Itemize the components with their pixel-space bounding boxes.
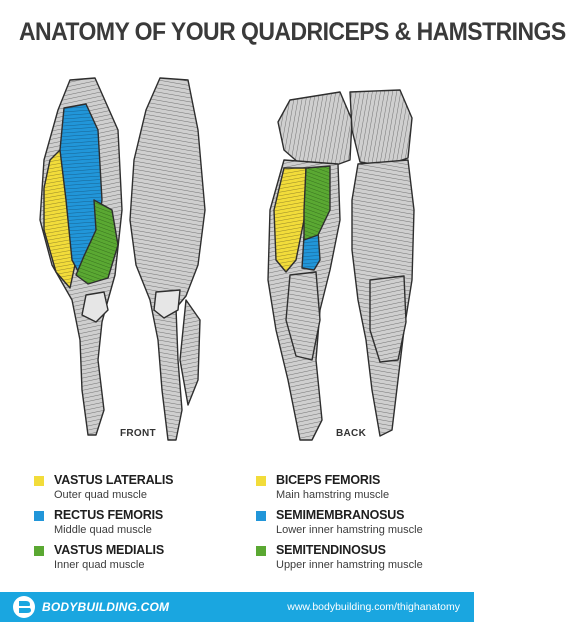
- front-view-label: FRONT: [120, 428, 156, 439]
- brand-name[interactable]: BODYBUILDING.COM: [42, 600, 170, 614]
- front-right-leg: [130, 78, 205, 440]
- legend-desc: Main hamstring muscle: [276, 489, 390, 501]
- footer-url-link[interactable]: www.bodybuilding.com/thighanatomy: [287, 601, 460, 613]
- legend: [0, 474, 474, 594]
- legend-item-vastus-lateralis: [34, 474, 254, 506]
- back-glutes: [278, 90, 412, 168]
- legend-name: BICEPS FEMORIS: [276, 473, 381, 487]
- page-title: ANATOMY OF YOUR QUADRICEPS & HAMSTRINGS: [18, 18, 566, 46]
- legend-name: VASTUS MEDIALIS: [54, 543, 164, 557]
- legend-desc: Outer quad muscle: [54, 489, 147, 501]
- legend-item-semitendinosus: [256, 544, 476, 576]
- legend-swatch: [256, 511, 266, 521]
- legend-swatch: [256, 546, 266, 556]
- legend-item-semimembranosus: [256, 509, 476, 541]
- legend-desc: Upper inner hamstring muscle: [276, 559, 423, 571]
- legend-desc: Middle quad muscle: [54, 524, 152, 536]
- footer-bar: [0, 592, 474, 622]
- back-right-leg: [352, 160, 414, 436]
- legend-item-biceps-femoris: [256, 474, 476, 506]
- legend-desc: Lower inner hamstring muscle: [276, 524, 423, 536]
- legend-swatch: [256, 476, 266, 486]
- legend-name: SEMIMEMBRANOSUS: [276, 508, 405, 522]
- leg-anatomy-illustration: [0, 60, 474, 460]
- legend-name: SEMITENDINOSUS: [276, 543, 386, 557]
- legend-name: RECTUS FEMORIS: [54, 508, 164, 522]
- legend-swatch: [34, 511, 44, 521]
- legend-swatch: [34, 476, 44, 486]
- legend-item-rectus-femoris: [34, 509, 254, 541]
- legend-item-vastus-medialis: [34, 544, 254, 576]
- bodybuilding-logo-icon[interactable]: [12, 595, 36, 619]
- legend-swatch: [34, 546, 44, 556]
- back-view-label: BACK: [336, 428, 367, 439]
- legend-desc: Inner quad muscle: [54, 559, 145, 571]
- legend-name: VASTUS LATERALIS: [54, 473, 174, 487]
